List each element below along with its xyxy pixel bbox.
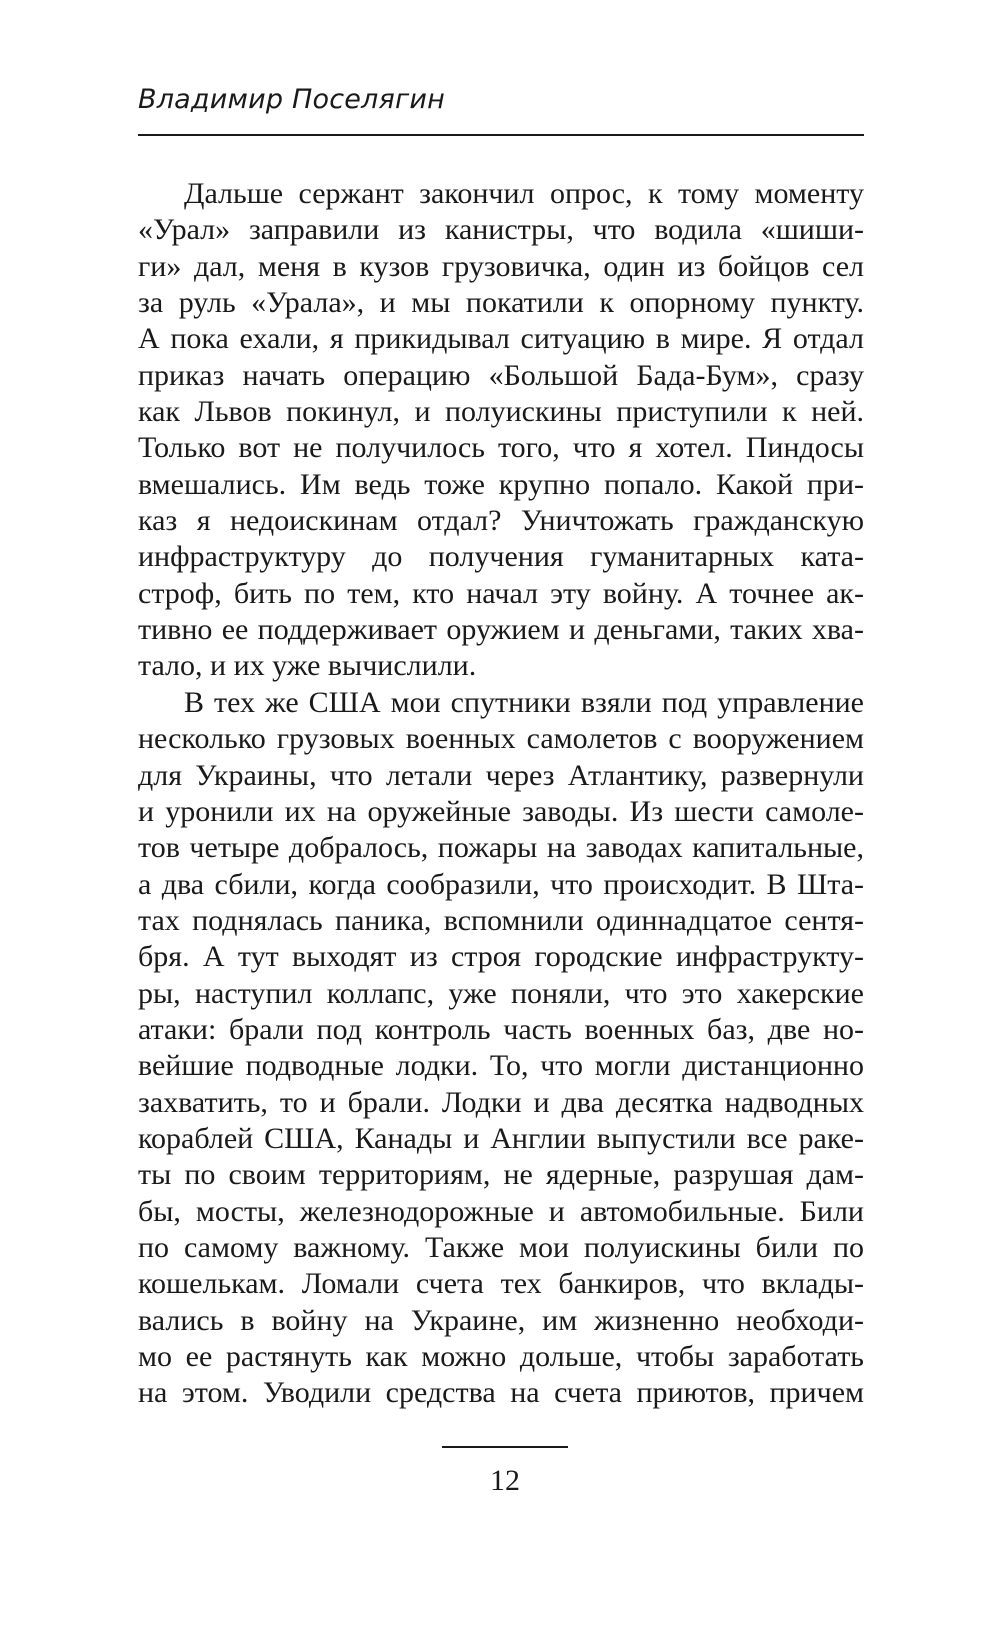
footer-divider bbox=[442, 1446, 568, 1448]
page-number: 12 bbox=[490, 1464, 520, 1497]
text-line: вейшие подводные лодки. То, что могли дистанционно bbox=[138, 1049, 864, 1083]
text-line: захватить, то и брали. Лодки и два десятка надводных bbox=[138, 1085, 864, 1119]
text-line: вались в войну на Украине, им жизненно необходи- bbox=[138, 1303, 864, 1337]
text-line: вмешались. Им ведь тоже крупно попало. Какой при- bbox=[138, 467, 864, 501]
text-line: на этом. Уводили средства на счета приютов, причем bbox=[138, 1376, 864, 1410]
body-text bbox=[138, 176, 864, 1412]
text-line: В тех же США мои спутники взяли под управление bbox=[184, 685, 864, 719]
text-line: несколько грузовых военных самолетов с вооружением bbox=[138, 722, 864, 756]
text-line: а два сбили, когда сообразили, что происходит. В Шта- bbox=[138, 867, 864, 901]
text-line: по самому важному. Также мои полуискины били по bbox=[138, 1230, 864, 1264]
header-divider bbox=[138, 134, 864, 136]
text-line: мо ее растянуть как можно дольше, чтобы заработать bbox=[138, 1340, 864, 1373]
text-line: кошелькам. Ломали счета тех банкиров, что вклады- bbox=[138, 1267, 864, 1301]
text-line: приказ начать операцию «Большой Бада-Бум», сразу bbox=[138, 358, 864, 392]
text-line: бы, мосты, железнодорожные и автомобильные. Били bbox=[138, 1194, 864, 1228]
text-line: как Львов покинул, и полуискины приступили к ней. bbox=[138, 395, 864, 429]
text-line: бря. А тут выходят из строя городские инфраструкту- bbox=[138, 940, 864, 974]
text-line: «Урал» заправили из канистры, что водила «шиши- bbox=[138, 213, 864, 247]
text-line: ры, наступил коллапс, уже поняли, что это хакерские bbox=[138, 976, 864, 1010]
text-line: инфраструктуру до получения гуманитарных ката- bbox=[138, 540, 864, 574]
running-head-author: Владимир Поселягин bbox=[138, 84, 445, 115]
text-line: Только вот не получилось того, что я хотел. Пиндосы bbox=[138, 431, 864, 465]
text-line: и уронили их на оружейные заводы. Из шести самоле- bbox=[138, 794, 864, 828]
text-line: для Украины, что летали через Атлантику, развернули bbox=[138, 758, 864, 792]
text-line: строф, бить по тем, кто начал эту войну. А точнее ак- bbox=[138, 576, 864, 610]
text-line: А пока ехали, я прикидывал ситуацию в мире. Я отдал bbox=[138, 322, 864, 356]
text-line: атаки: брали под контроль часть военных баз, две но- bbox=[138, 1012, 864, 1046]
text-line: ги» дал, меня в кузов грузовичка, один из бойцов сел bbox=[138, 249, 864, 283]
text-line: тов четыре добралось, пожары на заводах капитальные, bbox=[138, 831, 864, 865]
text-line: кораблей США, Канады и Англии выпустили все раке- bbox=[138, 1121, 864, 1155]
text-line: ты по своим территориям, не ядерные, разрушая дам- bbox=[138, 1158, 864, 1192]
text-line: тивно ее поддерживает оружием и деньгами, таких хва- bbox=[138, 613, 864, 647]
text-line: тало, и их уже вычислили. bbox=[138, 649, 477, 683]
text-line: тах поднялась паника, вспомнили одиннадцатое сентя- bbox=[138, 903, 864, 937]
text-line: за руль «Урала», и мы покатили к опорному пункту. bbox=[138, 286, 864, 320]
text-line: каз я недоискинам отдал? Уничтожать гражданскую bbox=[138, 504, 864, 538]
text-line: Дальше сержант закончил опрос, к тому моменту bbox=[184, 177, 864, 210]
